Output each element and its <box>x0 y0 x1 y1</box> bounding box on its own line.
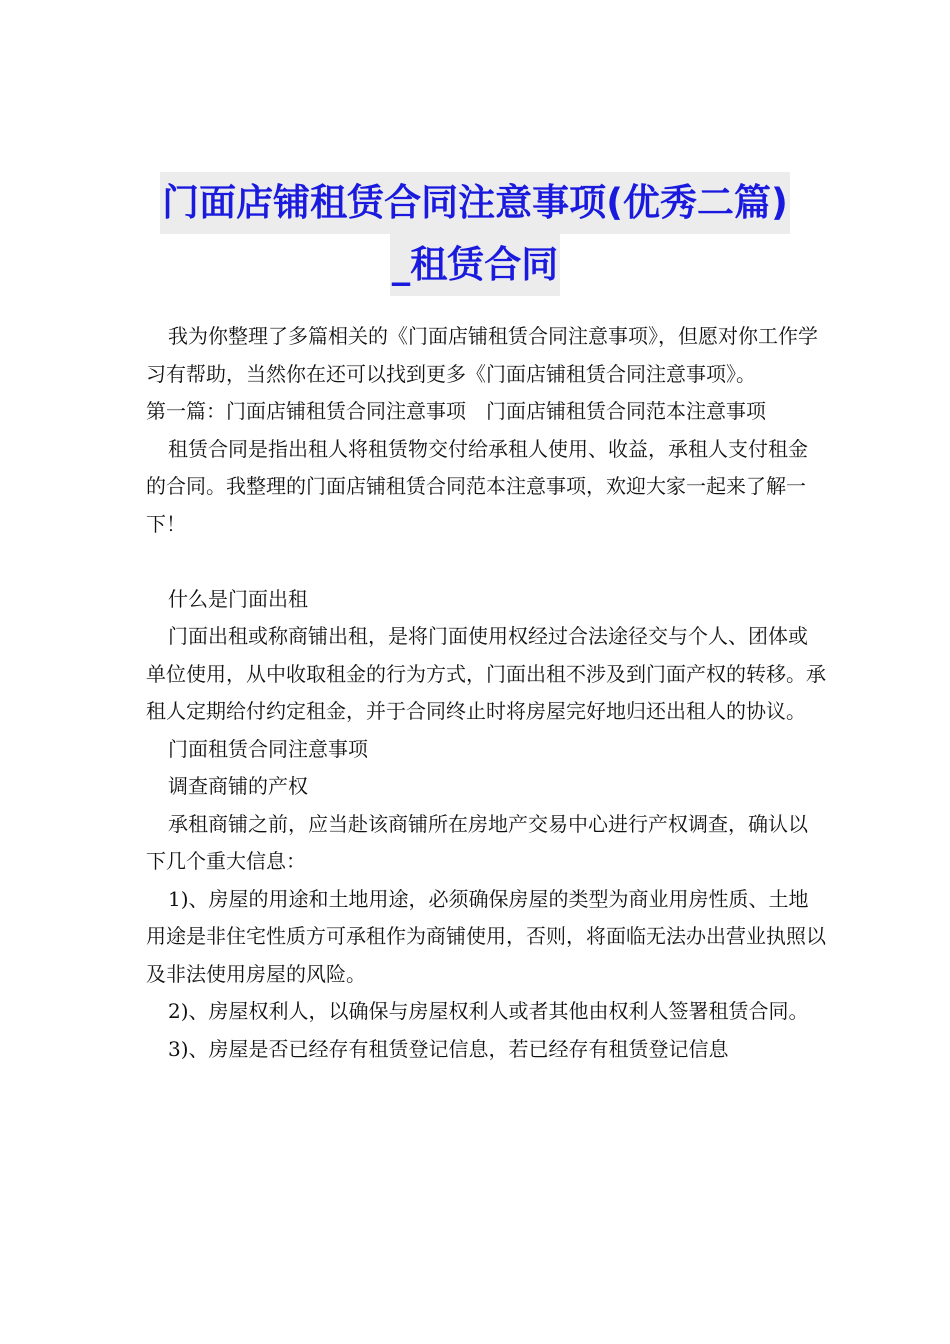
section-heading-survey: 调查商铺的产权 <box>168 774 308 798</box>
chapter-heading-1: 第一篇：门面店铺租赁合同注意事项 门面店铺租赁合同范本注意事项 <box>146 399 766 423</box>
document-body <box>146 318 826 1068</box>
blank-line <box>146 543 826 581</box>
list-item-3: 3)、房屋是否已经存有租赁登记信息，若已经存有租赁登记信息 <box>168 1036 729 1061</box>
what-is-storefront-rental-paragraph: 门面出租或称商铺出租，是将门面使用权经过合法途径交与个人、团体或单位使用，从中收取租金的行为方式，门面出租不涉及到门面产权的转移。承租人定期给付约定租金，并于合同终止时将房屋完好地归还出租人的协议。 <box>146 624 826 723</box>
title-line-2: _租赁合同 <box>390 234 561 296</box>
section-heading-what: 什么是门面出租 <box>168 586 308 611</box>
title-line-1: 门面店铺租赁合同注意事项(优秀二篇) <box>160 172 790 234</box>
document-title <box>0 172 950 296</box>
intro-paragraph: 我为你整理了多篇相关的《门面店铺租赁合同注意事项》，但愿对你工作学习有帮助，当然你在还可以找到更多《门面店铺租赁合同注意事项》。 <box>146 324 818 386</box>
list-item-1: 1)、房屋的用途和土地用途，必须确保房屋的类型为商业用房性质、土地用途是非住宅性质方可承租作为商铺使用，否则，将面临无法办出营业执照以及非法使用房屋的风险。 <box>146 886 826 986</box>
list-item-2: 2)、房屋权利人，以确保与房屋权利人或者其他由权利人签署租赁合同。 <box>168 999 809 1023</box>
lease-definition-paragraph: 租赁合同是指出租人将租赁物交付给承租人使用、收益，承租人支付租金的合同。我整理的门面店铺租赁合同范本注意事项，欢迎大家一起来了解一下！ <box>146 436 808 536</box>
section-heading-notes: 门面租赁合同注意事项 <box>168 736 368 761</box>
survey-paragraph: 承租商铺之前，应当赴该商铺所在房地产交易中心进行产权调查，确认以下几个重大信息： <box>146 811 808 873</box>
